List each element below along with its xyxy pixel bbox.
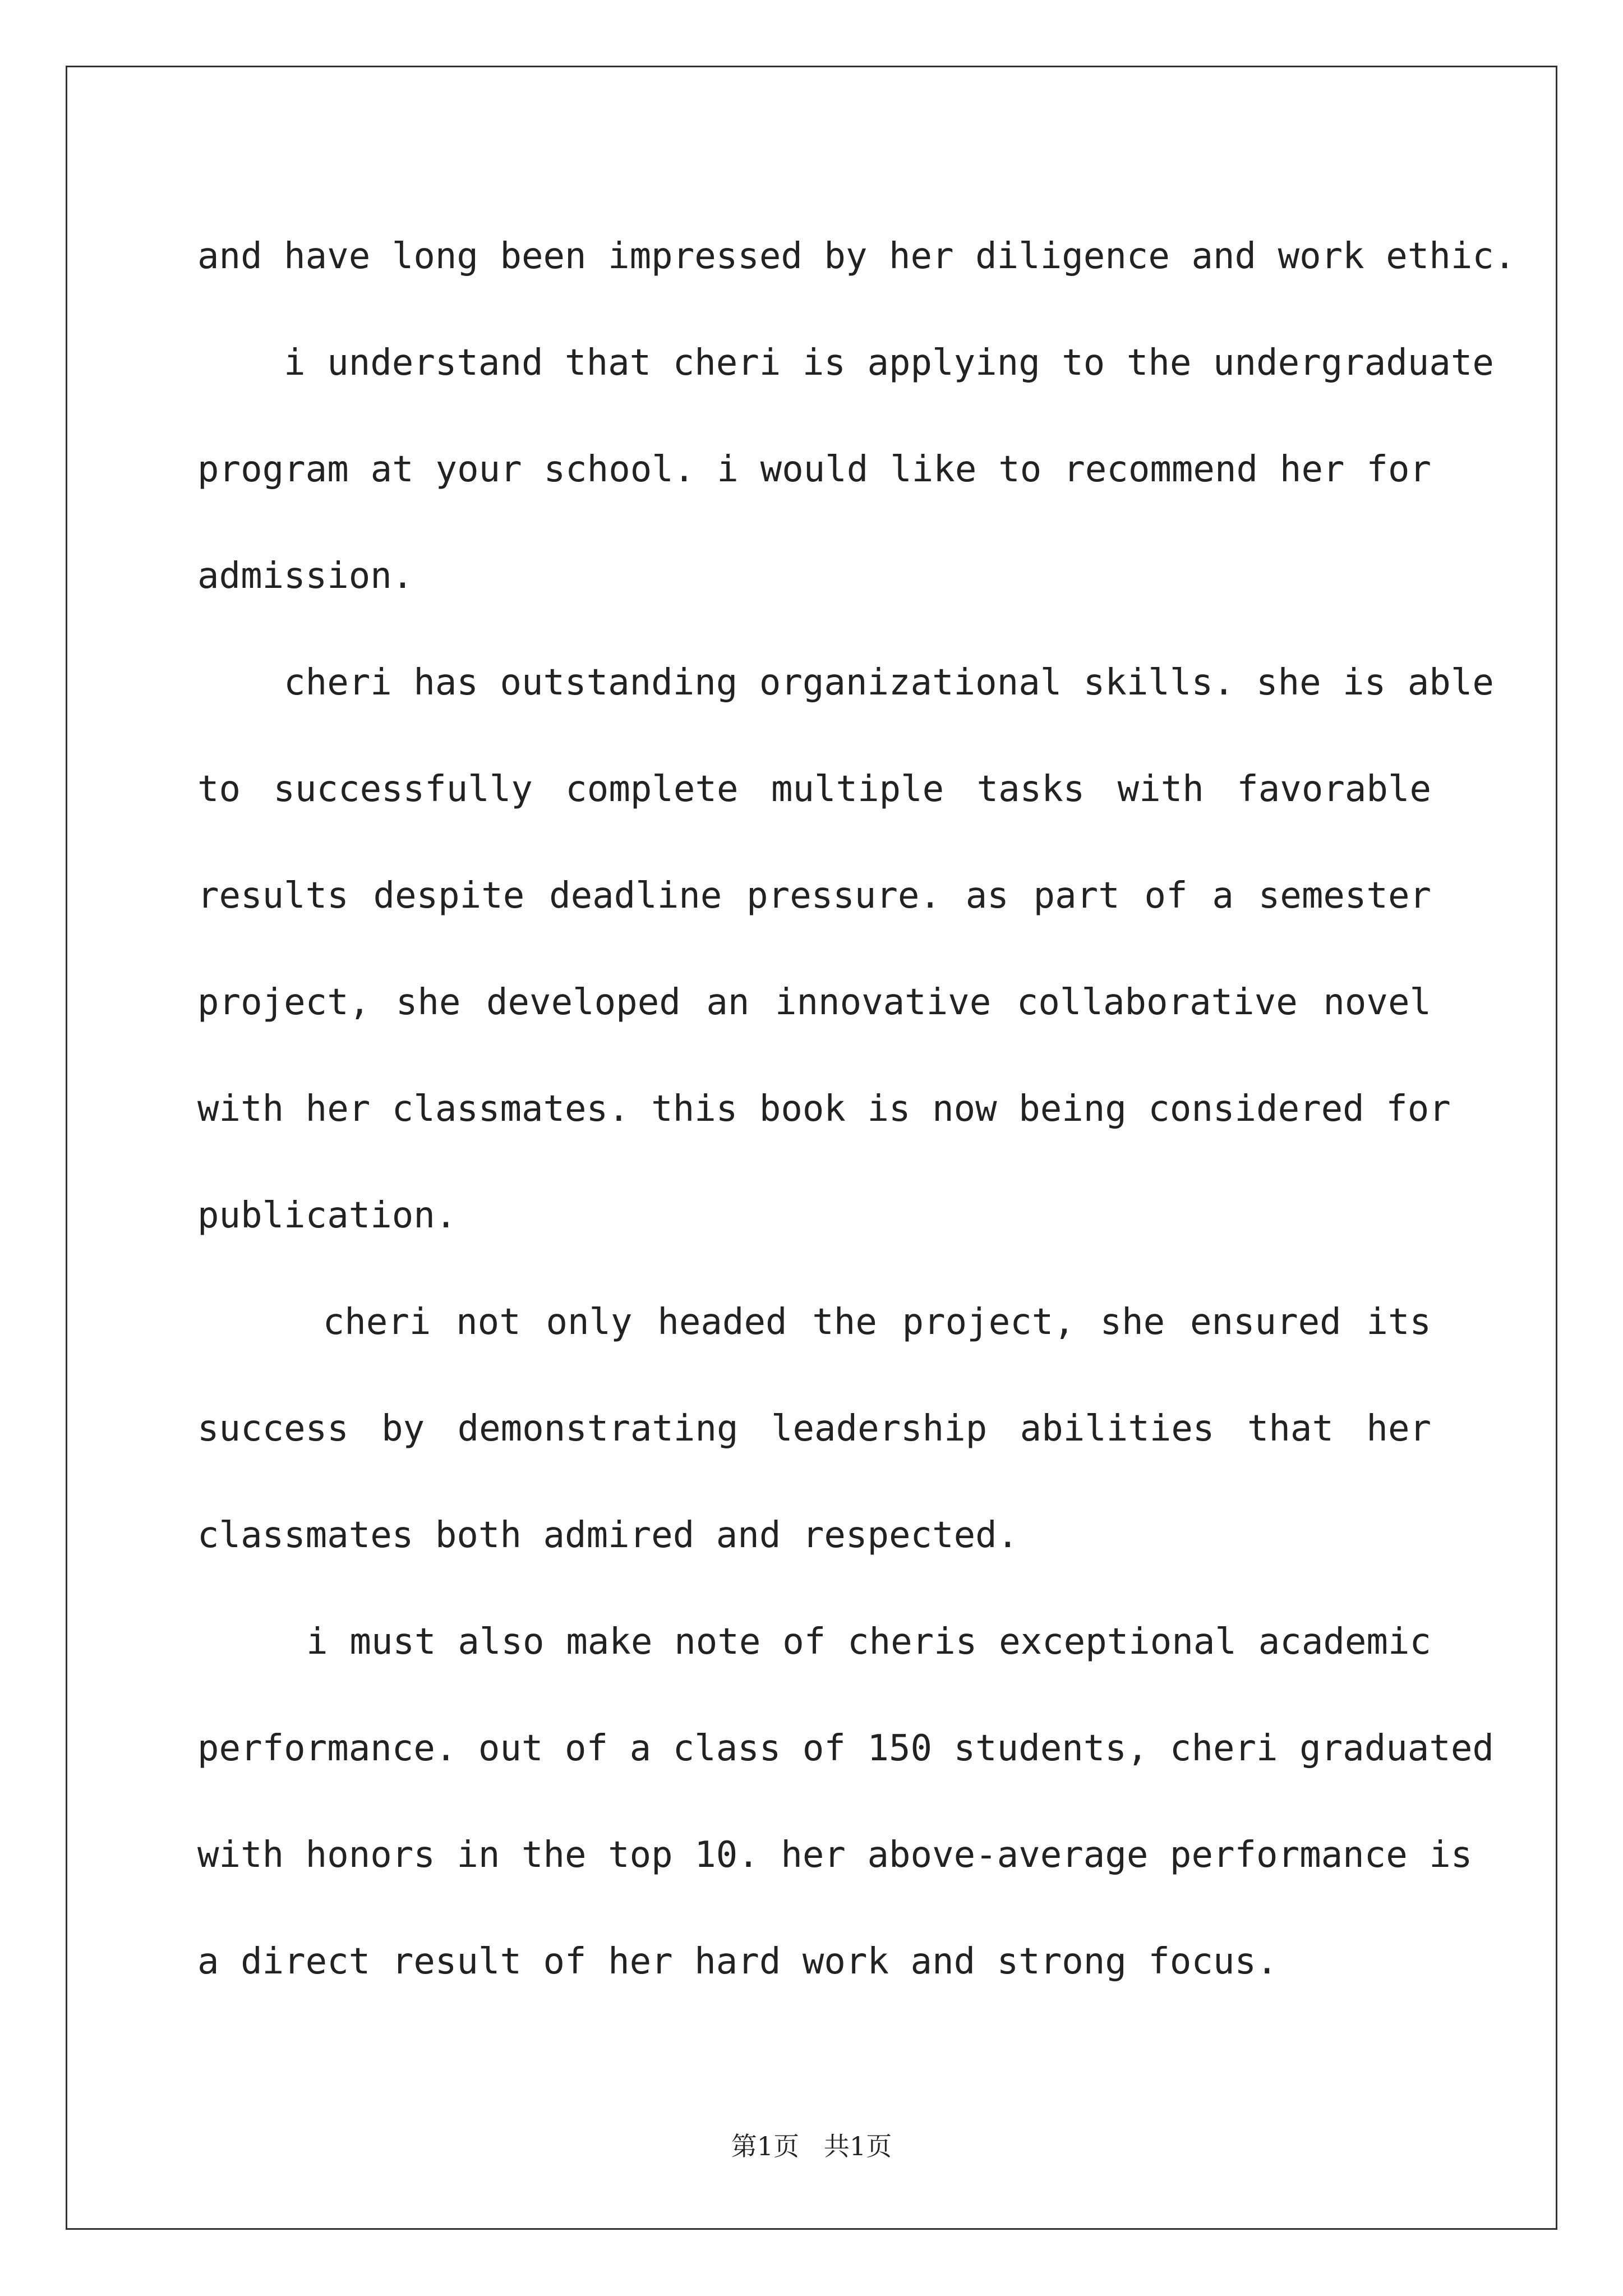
text-line-5: cheri has outstanding organizational skills. she is able: [197, 662, 1494, 703]
text-line-3: program at your school. i would like to recommend her for: [197, 449, 1431, 490]
page-number-footer: 第1页 共1页: [731, 2131, 892, 2161]
text-line-7: results despite deadline pressure. as part of a semester: [197, 875, 1431, 917]
text-line-13: classmates both admired and respected.: [197, 1515, 1019, 1556]
text-line-8: project, she developed an innovative collaborative novel: [197, 982, 1431, 1023]
text-line-14: i must also make note of cheris exceptional academic: [197, 1621, 1431, 1663]
text-line-1: and have long been impressed by her diligence and work ethic.: [197, 236, 1516, 277]
text-line-17: a direct result of her hard work and strong focus.: [197, 1941, 1278, 1982]
text-line-9: with her classmates. this book is now being considered for: [197, 1088, 1451, 1130]
text-line-12: success by demonstrating leadership abilities that her: [197, 1408, 1431, 1450]
document-body: [197, 203, 1516, 2015]
text-line-6: to successfully complete multiple tasks with favorable: [197, 769, 1431, 810]
text-line-4: admission.: [197, 555, 414, 597]
text-line-16: with honors in the top 10. her above-average performance is: [197, 1834, 1473, 1876]
text-line-2: i understand that cheri is applying to the undergraduate: [197, 342, 1494, 384]
text-line-10: publication.: [197, 1195, 457, 1236]
text-line-15: performance. out of a class of 150 students, cheri graduated: [197, 1728, 1494, 1769]
text-line-11: cheri not only headed the project, she ensured its: [197, 1301, 1431, 1343]
